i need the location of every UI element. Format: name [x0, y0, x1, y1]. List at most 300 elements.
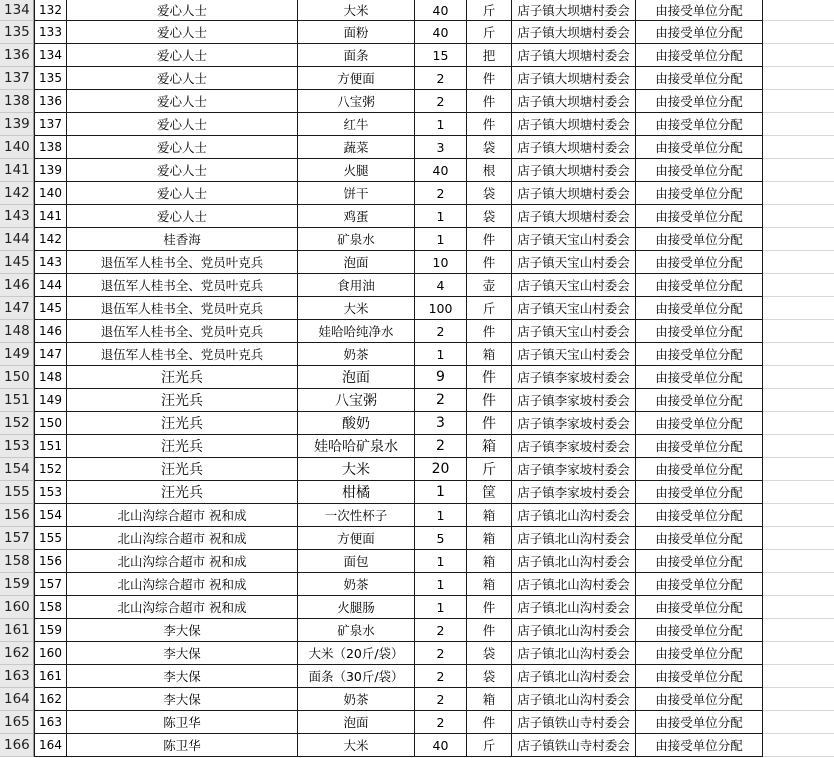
cell-donor[interactable]: 汪光兵 [67, 435, 298, 458]
cell-donor[interactable]: 退伍军人桂书全、党员叶克兵 [67, 297, 298, 320]
cell-distribution-method[interactable]: 由接受单位分配 [636, 412, 763, 435]
cell-unit[interactable]: 袋 [467, 182, 512, 205]
cell-quantity[interactable]: 2 [415, 90, 467, 113]
cell-item[interactable]: 酸奶 [298, 412, 415, 435]
row-header[interactable]: 148 [0, 320, 34, 343]
cell-recipient[interactable]: 店子镇铁山寺村委会 [512, 734, 636, 757]
cell-unit[interactable]: 斤 [467, 21, 512, 44]
row-header[interactable]: 140 [0, 136, 34, 159]
cell-empty[interactable] [763, 458, 834, 481]
cell-item[interactable]: 矿泉水 [298, 619, 415, 642]
cell-donor[interactable]: 李大保 [67, 688, 298, 711]
cell-donor[interactable]: 李大保 [67, 619, 298, 642]
cell-serial-no[interactable]: 150 [34, 412, 67, 435]
row-header[interactable]: 159 [0, 573, 34, 596]
cell-distribution-method[interactable]: 由接受单位分配 [636, 343, 763, 366]
cell-recipient[interactable]: 店子镇李家坡村委会 [512, 481, 636, 504]
cell-empty[interactable] [763, 412, 834, 435]
cell-unit[interactable]: 箱 [467, 435, 512, 458]
row-header[interactable]: 149 [0, 343, 34, 366]
cell-distribution-method[interactable]: 由接受单位分配 [636, 504, 763, 527]
cell-donor[interactable]: 退伍军人桂书全、党员叶克兵 [67, 274, 298, 297]
cell-donor[interactable]: 陈卫华 [67, 711, 298, 734]
cell-distribution-method[interactable]: 由接受单位分配 [636, 205, 763, 228]
cell-quantity[interactable]: 2 [415, 665, 467, 688]
cell-unit[interactable]: 件 [467, 228, 512, 251]
cell-unit[interactable]: 件 [467, 711, 512, 734]
cell-recipient[interactable]: 店子镇李家坡村委会 [512, 389, 636, 412]
cell-quantity[interactable]: 2 [415, 619, 467, 642]
table-row [0, 688, 834, 711]
cell-empty[interactable] [763, 688, 834, 711]
cell-quantity[interactable]: 2 [415, 389, 467, 412]
cell-donor[interactable]: 退伍军人桂书全、党员叶克兵 [67, 251, 298, 274]
cell-recipient[interactable]: 店子镇北山沟村委会 [512, 596, 636, 619]
cell-serial-no[interactable]: 137 [34, 113, 67, 136]
cell-empty[interactable] [763, 573, 834, 596]
row-header[interactable]: 136 [0, 44, 34, 67]
cell-recipient[interactable]: 店子镇北山沟村委会 [512, 688, 636, 711]
cell-empty[interactable] [763, 21, 834, 44]
cell-donor[interactable]: 桂香海 [67, 228, 298, 251]
cell-recipient[interactable]: 店子镇北山沟村委会 [512, 665, 636, 688]
cell-donor[interactable]: 爱心人士 [67, 67, 298, 90]
row-header[interactable]: 156 [0, 504, 34, 527]
cell-quantity[interactable]: 2 [415, 711, 467, 734]
cell-serial-no[interactable]: 144 [34, 274, 67, 297]
cell-serial-no[interactable]: 146 [34, 320, 67, 343]
cell-empty[interactable] [763, 90, 834, 113]
cell-serial-no[interactable]: 133 [34, 21, 67, 44]
row-header[interactable]: 163 [0, 665, 34, 688]
cell-quantity[interactable]: 9 [415, 366, 467, 389]
cell-item[interactable]: 面条 [298, 44, 415, 67]
cell-empty[interactable] [763, 136, 834, 159]
cell-empty[interactable] [763, 297, 834, 320]
cell-distribution-method[interactable]: 由接受单位分配 [636, 251, 763, 274]
cell-donor[interactable]: 爱心人士 [67, 205, 298, 228]
cell-item[interactable]: 鸡蛋 [298, 205, 415, 228]
cell-distribution-method[interactable]: 由接受单位分配 [636, 734, 763, 757]
cell-serial-no[interactable]: 158 [34, 596, 67, 619]
cell-empty[interactable] [763, 711, 834, 734]
cell-unit[interactable]: 件 [467, 320, 512, 343]
row-header[interactable]: 141 [0, 159, 34, 182]
cell-item[interactable]: 一次性杯子 [298, 504, 415, 527]
cell-serial-no[interactable]: 145 [34, 297, 67, 320]
row-header[interactable]: 147 [0, 297, 34, 320]
cell-item[interactable]: 食用油 [298, 274, 415, 297]
cell-quantity[interactable]: 40 [415, 21, 467, 44]
cell-unit[interactable]: 件 [467, 619, 512, 642]
row-header[interactable]: 134 [0, 0, 34, 21]
cell-empty[interactable] [763, 481, 834, 504]
cell-distribution-method[interactable]: 由接受单位分配 [636, 573, 763, 596]
cell-item[interactable]: 大米 [298, 0, 415, 21]
cell-donor[interactable]: 退伍军人桂书全、党员叶克兵 [67, 320, 298, 343]
cell-quantity[interactable]: 2 [415, 320, 467, 343]
cell-empty[interactable] [763, 619, 834, 642]
cell-distribution-method[interactable]: 由接受单位分配 [636, 527, 763, 550]
row-header[interactable]: 160 [0, 596, 34, 619]
cell-item[interactable]: 柑橘 [298, 481, 415, 504]
row-header[interactable]: 142 [0, 182, 34, 205]
cell-empty[interactable] [763, 642, 834, 665]
cell-recipient[interactable]: 店子镇北山沟村委会 [512, 527, 636, 550]
cell-item[interactable]: 娃哈哈纯净水 [298, 320, 415, 343]
cell-unit[interactable]: 袋 [467, 642, 512, 665]
row-header[interactable]: 151 [0, 389, 34, 412]
cell-quantity[interactable]: 2 [415, 642, 467, 665]
cell-quantity[interactable]: 1 [415, 596, 467, 619]
row-header[interactable]: 150 [0, 366, 34, 389]
cell-quantity[interactable]: 40 [415, 0, 467, 21]
cell-recipient[interactable]: 店子镇天宝山村委会 [512, 251, 636, 274]
cell-empty[interactable] [763, 734, 834, 757]
cell-item[interactable]: 蔬菜 [298, 136, 415, 159]
row-header[interactable]: 146 [0, 274, 34, 297]
cell-recipient[interactable]: 店子镇铁山寺村委会 [512, 711, 636, 734]
cell-donor[interactable]: 爱心人士 [67, 21, 298, 44]
cell-serial-no[interactable]: 141 [34, 205, 67, 228]
cell-serial-no[interactable]: 153 [34, 481, 67, 504]
cell-donor[interactable]: 北山沟综合超市 祝和成 [67, 573, 298, 596]
cell-unit[interactable]: 袋 [467, 205, 512, 228]
cell-quantity[interactable]: 1 [415, 343, 467, 366]
cell-distribution-method[interactable]: 由接受单位分配 [636, 136, 763, 159]
cell-recipient[interactable]: 店子镇北山沟村委会 [512, 642, 636, 665]
cell-recipient[interactable]: 店子镇大坝塘村委会 [512, 67, 636, 90]
cell-distribution-method[interactable]: 由接受单位分配 [636, 642, 763, 665]
cell-distribution-method[interactable]: 由接受单位分配 [636, 113, 763, 136]
cell-distribution-method[interactable]: 由接受单位分配 [636, 711, 763, 734]
cell-serial-no[interactable]: 164 [34, 734, 67, 757]
cell-recipient[interactable]: 店子镇大坝塘村委会 [512, 21, 636, 44]
cell-recipient[interactable]: 店子镇北山沟村委会 [512, 550, 636, 573]
cell-quantity[interactable]: 1 [415, 228, 467, 251]
cell-unit[interactable]: 件 [467, 90, 512, 113]
cell-unit[interactable]: 把 [467, 44, 512, 67]
cell-distribution-method[interactable]: 由接受单位分配 [636, 297, 763, 320]
cell-quantity[interactable]: 40 [415, 159, 467, 182]
row-header[interactable]: 145 [0, 251, 34, 274]
row-header[interactable]: 138 [0, 90, 34, 113]
cell-quantity[interactable]: 4 [415, 274, 467, 297]
cell-distribution-method[interactable]: 由接受单位分配 [636, 366, 763, 389]
cell-unit[interactable]: 件 [467, 251, 512, 274]
cell-item[interactable]: 八宝粥 [298, 389, 415, 412]
cell-recipient[interactable]: 店子镇李家坡村委会 [512, 366, 636, 389]
cell-quantity[interactable]: 40 [415, 734, 467, 757]
table-row [0, 297, 834, 320]
cell-recipient[interactable]: 店子镇天宝山村委会 [512, 297, 636, 320]
cell-empty[interactable] [763, 0, 834, 21]
cell-item[interactable]: 大米（20斤/袋） [298, 642, 415, 665]
cell-unit[interactable]: 件 [467, 366, 512, 389]
cell-empty[interactable] [763, 182, 834, 205]
cell-serial-no[interactable]: 151 [34, 435, 67, 458]
cell-donor[interactable]: 北山沟综合超市 祝和成 [67, 527, 298, 550]
cell-serial-no[interactable]: 161 [34, 665, 67, 688]
cell-unit[interactable]: 箱 [467, 688, 512, 711]
cell-donor[interactable]: 汪光兵 [67, 412, 298, 435]
cell-empty[interactable] [763, 435, 834, 458]
cell-donor[interactable]: 爱心人士 [67, 182, 298, 205]
cell-distribution-method[interactable]: 由接受单位分配 [636, 0, 763, 21]
cell-donor[interactable]: 爱心人士 [67, 159, 298, 182]
cell-item[interactable]: 大米 [298, 458, 415, 481]
cell-recipient[interactable]: 店子镇北山沟村委会 [512, 573, 636, 596]
cell-distribution-method[interactable]: 由接受单位分配 [636, 688, 763, 711]
cell-distribution-method[interactable]: 由接受单位分配 [636, 44, 763, 67]
cell-donor[interactable]: 汪光兵 [67, 366, 298, 389]
cell-donor[interactable]: 爱心人士 [67, 136, 298, 159]
cell-serial-no[interactable]: 147 [34, 343, 67, 366]
cell-recipient[interactable]: 店子镇大坝塘村委会 [512, 136, 636, 159]
cell-donor[interactable]: 李大保 [67, 665, 298, 688]
cell-donor[interactable]: 爱心人士 [67, 90, 298, 113]
cell-item[interactable]: 大米 [298, 734, 415, 757]
cell-recipient[interactable]: 店子镇北山沟村委会 [512, 504, 636, 527]
row-header[interactable]: 162 [0, 642, 34, 665]
cell-distribution-method[interactable]: 由接受单位分配 [636, 228, 763, 251]
cell-distribution-method[interactable]: 由接受单位分配 [636, 481, 763, 504]
cell-empty[interactable] [763, 67, 834, 90]
cell-quantity[interactable]: 20 [415, 458, 467, 481]
cell-unit[interactable]: 斤 [467, 0, 512, 21]
cell-distribution-method[interactable]: 由接受单位分配 [636, 665, 763, 688]
cell-unit[interactable]: 袋 [467, 136, 512, 159]
cell-serial-no[interactable]: 148 [34, 366, 67, 389]
cell-serial-no[interactable]: 160 [34, 642, 67, 665]
cell-quantity[interactable]: 1 [415, 113, 467, 136]
cell-quantity[interactable]: 10 [415, 251, 467, 274]
cell-donor[interactable]: 汪光兵 [67, 481, 298, 504]
cell-unit[interactable]: 斤 [467, 458, 512, 481]
cell-unit[interactable]: 箱 [467, 550, 512, 573]
cell-donor[interactable]: 李大保 [67, 642, 298, 665]
row-header[interactable]: 157 [0, 527, 34, 550]
cell-item[interactable]: 矿泉水 [298, 228, 415, 251]
row-header[interactable]: 143 [0, 205, 34, 228]
cell-serial-no[interactable]: 163 [34, 711, 67, 734]
cell-serial-no[interactable]: 149 [34, 389, 67, 412]
cell-recipient[interactable]: 店子镇大坝塘村委会 [512, 0, 636, 21]
cell-recipient[interactable]: 店子镇大坝塘村委会 [512, 44, 636, 67]
cell-empty[interactable] [763, 596, 834, 619]
cell-distribution-method[interactable]: 由接受单位分配 [636, 67, 763, 90]
cell-unit[interactable]: 箱 [467, 527, 512, 550]
cell-quantity[interactable]: 2 [415, 67, 467, 90]
cell-quantity[interactable]: 3 [415, 412, 467, 435]
cell-recipient[interactable]: 店子镇大坝塘村委会 [512, 159, 636, 182]
table-row [0, 550, 834, 573]
cell-empty[interactable] [763, 320, 834, 343]
cell-recipient[interactable]: 店子镇大坝塘村委会 [512, 205, 636, 228]
cell-recipient[interactable]: 店子镇北山沟村委会 [512, 619, 636, 642]
cell-quantity[interactable]: 1 [415, 573, 467, 596]
cell-distribution-method[interactable]: 由接受单位分配 [636, 550, 763, 573]
row-header[interactable]: 152 [0, 412, 34, 435]
cell-empty[interactable] [763, 159, 834, 182]
cell-quantity[interactable]: 2 [415, 182, 467, 205]
row-header[interactable]: 139 [0, 113, 34, 136]
cell-empty[interactable] [763, 205, 834, 228]
cell-recipient[interactable]: 店子镇大坝塘村委会 [512, 90, 636, 113]
cell-item[interactable]: 方便面 [298, 67, 415, 90]
cell-recipient[interactable]: 店子镇大坝塘村委会 [512, 182, 636, 205]
cell-empty[interactable] [763, 550, 834, 573]
cell-distribution-method[interactable]: 由接受单位分配 [636, 619, 763, 642]
cell-unit[interactable]: 斤 [467, 734, 512, 757]
cell-empty[interactable] [763, 504, 834, 527]
cell-unit[interactable]: 件 [467, 113, 512, 136]
cell-unit[interactable]: 箱 [467, 573, 512, 596]
cell-distribution-method[interactable]: 由接受单位分配 [636, 458, 763, 481]
cell-unit[interactable]: 袋 [467, 665, 512, 688]
cell-distribution-method[interactable]: 由接受单位分配 [636, 596, 763, 619]
cell-unit[interactable]: 件 [467, 67, 512, 90]
cell-recipient[interactable]: 店子镇天宝山村委会 [512, 343, 636, 366]
cell-empty[interactable] [763, 113, 834, 136]
row-header[interactable]: 135 [0, 21, 34, 44]
cell-serial-no[interactable]: 157 [34, 573, 67, 596]
row-header[interactable]: 164 [0, 688, 34, 711]
cell-donor[interactable]: 北山沟综合超市 祝和成 [67, 504, 298, 527]
cell-serial-no[interactable]: 159 [34, 619, 67, 642]
cell-serial-no[interactable]: 136 [34, 90, 67, 113]
cell-serial-no[interactable]: 143 [34, 251, 67, 274]
cell-item[interactable]: 饼干 [298, 182, 415, 205]
cell-donor[interactable]: 北山沟综合超市 祝和成 [67, 596, 298, 619]
cell-serial-no[interactable]: 138 [34, 136, 67, 159]
row-header[interactable]: 165 [0, 711, 34, 734]
cell-quantity[interactable]: 2 [415, 435, 467, 458]
cell-unit[interactable]: 筐 [467, 481, 512, 504]
cell-recipient[interactable]: 店子镇天宝山村委会 [512, 320, 636, 343]
cell-unit[interactable]: 壶 [467, 274, 512, 297]
row-header[interactable]: 153 [0, 435, 34, 458]
cell-distribution-method[interactable]: 由接受单位分配 [636, 182, 763, 205]
cell-item[interactable]: 大米 [298, 297, 415, 320]
cell-empty[interactable] [763, 274, 834, 297]
cell-quantity[interactable]: 100 [415, 297, 467, 320]
cell-item[interactable]: 红牛 [298, 113, 415, 136]
cell-item[interactable]: 泡面 [298, 711, 415, 734]
cell-serial-no[interactable]: 134 [34, 44, 67, 67]
cell-item[interactable]: 泡面 [298, 251, 415, 274]
cell-recipient[interactable]: 店子镇李家坡村委会 [512, 412, 636, 435]
row-header[interactable]: 158 [0, 550, 34, 573]
cell-donor[interactable]: 陈卫华 [67, 734, 298, 757]
cell-donor[interactable]: 北山沟综合超市 祝和成 [67, 550, 298, 573]
row-header[interactable]: 166 [0, 734, 34, 757]
cell-distribution-method[interactable]: 由接受单位分配 [636, 159, 763, 182]
cell-donor[interactable]: 汪光兵 [67, 458, 298, 481]
cell-serial-no[interactable]: 152 [34, 458, 67, 481]
cell-donor[interactable]: 爱心人士 [67, 0, 298, 21]
cell-empty[interactable] [763, 665, 834, 688]
cell-unit[interactable]: 根 [467, 159, 512, 182]
cell-quantity[interactable]: 2 [415, 688, 467, 711]
cell-recipient[interactable]: 店子镇李家坡村委会 [512, 435, 636, 458]
row-header[interactable]: 137 [0, 67, 34, 90]
cell-unit[interactable]: 件 [467, 412, 512, 435]
cell-empty[interactable] [763, 527, 834, 550]
cell-quantity[interactable]: 1 [415, 481, 467, 504]
cell-item[interactable]: 奶茶 [298, 573, 415, 596]
cell-quantity[interactable]: 1 [415, 504, 467, 527]
cell-item[interactable]: 方便面 [298, 527, 415, 550]
row-header[interactable]: 144 [0, 228, 34, 251]
cell-distribution-method[interactable]: 由接受单位分配 [636, 389, 763, 412]
cell-empty[interactable] [763, 366, 834, 389]
cell-recipient[interactable]: 店子镇李家坡村委会 [512, 458, 636, 481]
cell-recipient[interactable]: 店子镇天宝山村委会 [512, 228, 636, 251]
cell-empty[interactable] [763, 251, 834, 274]
cell-item[interactable]: 火腿 [298, 159, 415, 182]
cell-recipient[interactable]: 店子镇大坝塘村委会 [512, 113, 636, 136]
cell-quantity[interactable]: 1 [415, 550, 467, 573]
cell-donor[interactable]: 退伍军人桂书全、党员叶克兵 [67, 343, 298, 366]
cell-unit[interactable]: 件 [467, 596, 512, 619]
cell-distribution-method[interactable]: 由接受单位分配 [636, 90, 763, 113]
row-header[interactable]: 155 [0, 481, 34, 504]
cell-unit[interactable]: 件 [467, 389, 512, 412]
cell-serial-no[interactable]: 154 [34, 504, 67, 527]
cell-serial-no[interactable]: 142 [34, 228, 67, 251]
cell-serial-no[interactable]: 156 [34, 550, 67, 573]
cell-distribution-method[interactable]: 由接受单位分配 [636, 274, 763, 297]
cell-serial-no[interactable]: 162 [34, 688, 67, 711]
cell-unit[interactable]: 箱 [467, 504, 512, 527]
cell-serial-no[interactable]: 155 [34, 527, 67, 550]
cell-donor[interactable]: 爱心人士 [67, 44, 298, 67]
cell-distribution-method[interactable]: 由接受单位分配 [636, 21, 763, 44]
cell-quantity[interactable]: 3 [415, 136, 467, 159]
cell-item[interactable]: 娃哈哈矿泉水 [298, 435, 415, 458]
cell-item[interactable]: 面包 [298, 550, 415, 573]
row-header[interactable]: 161 [0, 619, 34, 642]
cell-donor[interactable]: 爱心人士 [67, 113, 298, 136]
cell-recipient[interactable]: 店子镇天宝山村委会 [512, 274, 636, 297]
cell-item[interactable]: 八宝粥 [298, 90, 415, 113]
cell-item[interactable]: 面粉 [298, 21, 415, 44]
cell-donor[interactable]: 汪光兵 [67, 389, 298, 412]
cell-item[interactable]: 面条（30斤/袋） [298, 665, 415, 688]
cell-distribution-method[interactable]: 由接受单位分配 [636, 435, 763, 458]
cell-empty[interactable] [763, 389, 834, 412]
cell-serial-no[interactable]: 140 [34, 182, 67, 205]
cell-item[interactable]: 奶茶 [298, 343, 415, 366]
cell-item[interactable]: 泡面 [298, 366, 415, 389]
cell-distribution-method[interactable]: 由接受单位分配 [636, 320, 763, 343]
cell-unit[interactable]: 斤 [467, 297, 512, 320]
cell-empty[interactable] [763, 228, 834, 251]
cell-quantity[interactable]: 15 [415, 44, 467, 67]
cell-quantity[interactable]: 1 [415, 205, 467, 228]
cell-unit[interactable]: 箱 [467, 343, 512, 366]
cell-serial-no[interactable]: 139 [34, 159, 67, 182]
row-header[interactable]: 154 [0, 458, 34, 481]
cell-quantity[interactable]: 5 [415, 527, 467, 550]
cell-empty[interactable] [763, 44, 834, 67]
cell-empty[interactable] [763, 343, 834, 366]
cell-item[interactable]: 火腿肠 [298, 596, 415, 619]
cell-serial-no[interactable]: 135 [34, 67, 67, 90]
cell-serial-no[interactable]: 132 [34, 0, 67, 21]
cell-item[interactable]: 奶茶 [298, 688, 415, 711]
